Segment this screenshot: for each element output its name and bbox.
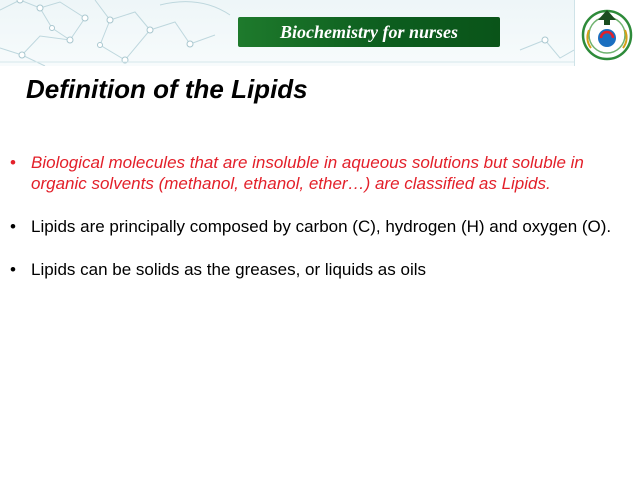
bullet-text: Lipids can be solids as the greases, or liquids as oils xyxy=(31,260,426,279)
bullet-list xyxy=(10,152,632,302)
emblem-container xyxy=(574,0,638,66)
header-title-bar xyxy=(238,17,500,47)
bullet-dot-icon: • xyxy=(10,217,16,236)
university-crest-icon xyxy=(575,0,638,66)
bullet-item-states xyxy=(10,259,632,280)
bullet-dot-icon: • xyxy=(10,153,16,172)
bullet-dot-icon: • xyxy=(10,260,16,279)
header-banner xyxy=(0,0,638,66)
bullet-item-composition xyxy=(10,216,632,237)
bullet-text: Lipids are principally composed by carbon (C), hydrogen (H) and oxygen (O). xyxy=(31,217,612,236)
bullet-text: Biological molecules that are insoluble in aqueous solutions but soluble in organic solvents (methanol, ethanol, ether…) are classified as Lipids. xyxy=(31,153,584,193)
slide-heading: Definition of the Lipids xyxy=(26,74,308,104)
header-title: Biochemistry for nurses xyxy=(279,21,459,42)
bullet-item-definition xyxy=(10,152,632,194)
